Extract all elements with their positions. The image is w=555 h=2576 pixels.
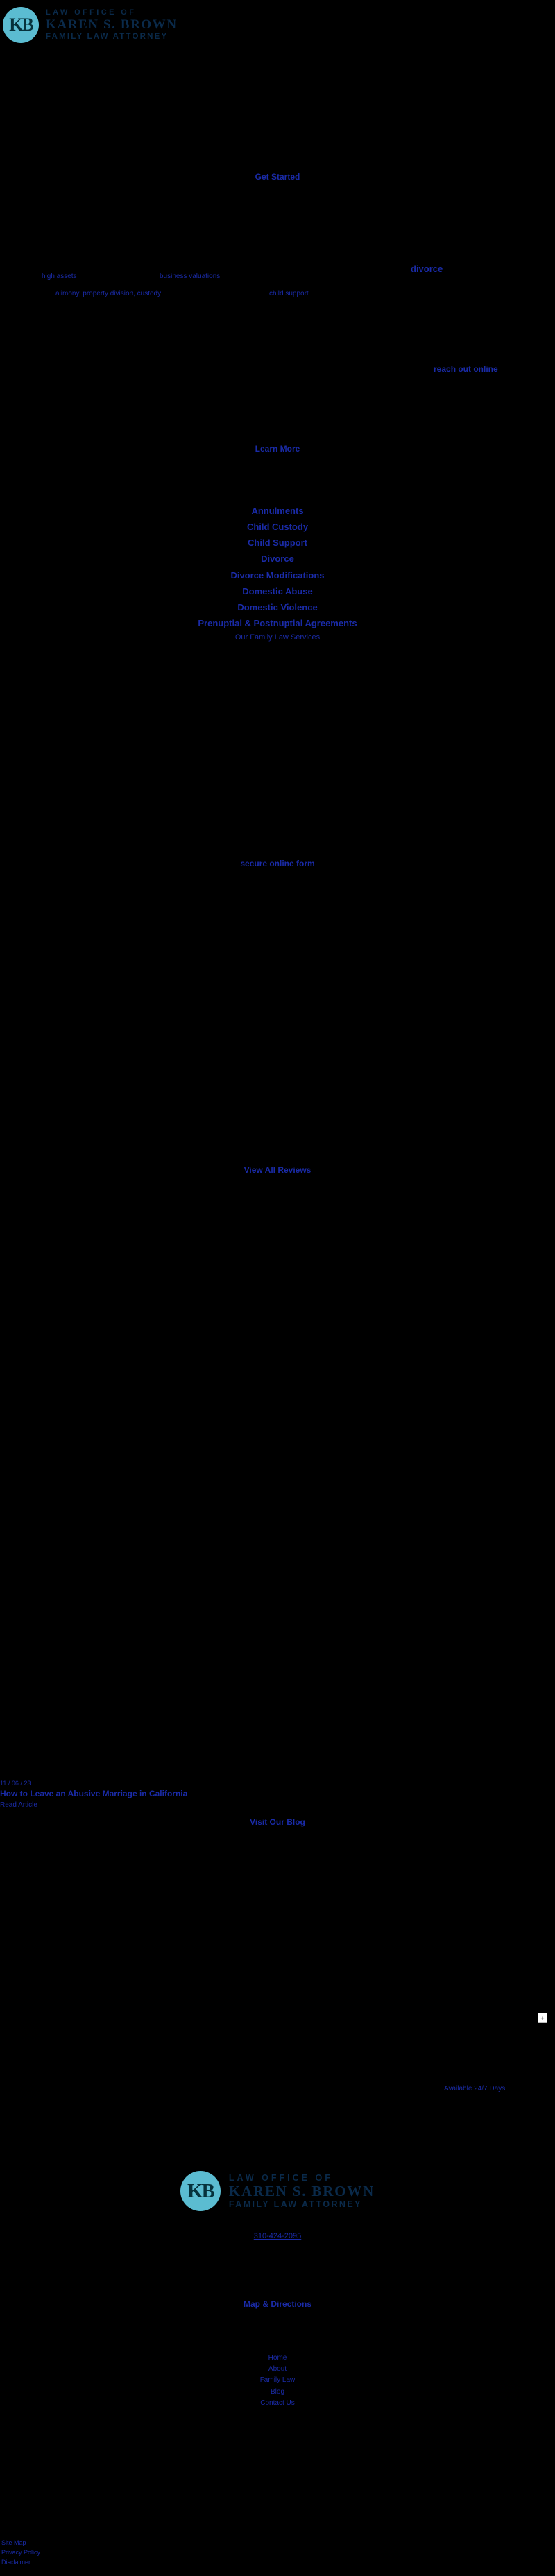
nav-link-divorce[interactable]: divorce xyxy=(411,264,443,274)
service-item-divorce-modifications[interactable]: Divorce Modifications xyxy=(230,569,325,581)
service-item-annulments[interactable]: Annulments xyxy=(251,506,304,516)
keyword-child-support[interactable]: child support xyxy=(269,290,309,298)
service-item-domestic-violence[interactable]: Domestic Violence xyxy=(237,601,318,612)
footer-legal-links xyxy=(1,2539,40,2568)
logo-line-1: LAW OFFICE OF xyxy=(46,8,137,17)
footer-nav-item-about[interactable]: About xyxy=(268,2365,287,2373)
footer-nav xyxy=(0,2353,555,2409)
footer-logo-text-block xyxy=(229,2173,375,2210)
footer-legal-site-map[interactable]: Site Map xyxy=(1,2539,26,2546)
service-item-divorce[interactable]: Divorce xyxy=(261,553,294,565)
reach-out-online-link[interactable]: reach out online xyxy=(434,364,498,374)
service-item-child-support[interactable]: Child Support xyxy=(248,538,307,549)
footer-logo-line-3: FAMILY LAW ATTORNEY xyxy=(228,2199,362,2210)
footer-nav-item-blog[interactable]: Blog xyxy=(270,2387,284,2396)
footer-logo[interactable] xyxy=(0,2171,555,2211)
footer-nav-item-family-law[interactable]: Family Law xyxy=(259,2376,296,2385)
footer-nav-item-contact-us[interactable]: Contact Us xyxy=(260,2398,295,2407)
footer-logo-monogram-icon xyxy=(180,2171,221,2211)
nav-link-business-valuations[interactable]: business valuations xyxy=(160,273,221,280)
footer-logo-line-1: LAW OFFICE OF xyxy=(228,2172,333,2183)
logo-text-block xyxy=(46,8,178,42)
footer-legal-privacy-policy[interactable]: Privacy Policy xyxy=(1,2548,41,2556)
hero-learn-more-button[interactable]: Learn More xyxy=(255,444,300,454)
site-header xyxy=(0,0,555,50)
logo-monogram-text: KB xyxy=(9,15,33,35)
nav-link-high-assets[interactable]: high assets xyxy=(42,273,77,280)
logo-monogram-icon xyxy=(3,7,39,43)
service-item-domestic-abuse[interactable]: Domestic Abuse xyxy=(242,585,313,596)
expand-widget-button[interactable]: + xyxy=(538,2013,547,2023)
logo-line-3: FAMILY LAW ATTORNEY xyxy=(46,32,169,41)
blog-preview xyxy=(0,1780,555,1809)
view-all-reviews-button[interactable]: View All Reviews xyxy=(244,1165,311,1175)
visit-blog-button[interactable]: Visit Our Blog xyxy=(250,1817,305,1827)
logo-line-2: KAREN S. BROWN xyxy=(46,17,178,32)
footer-phone-link[interactable]: 310-424-2095 xyxy=(253,2232,302,2240)
hero-get-started-button[interactable]: Get Started xyxy=(255,172,300,182)
services-list xyxy=(0,503,555,645)
availability-text: Available 24/7 Days xyxy=(444,2085,506,2093)
blog-read-article-link[interactable]: Read Article xyxy=(0,1801,37,1809)
footer-logo-monogram-text: KB xyxy=(187,2179,214,2202)
service-item-prenuptial-postnuptial[interactable]: Prenuptial & Postnuptial Agreements xyxy=(198,617,357,628)
keyword-alimony-property-custody[interactable]: alimony, property division, custody xyxy=(56,290,162,298)
service-item-child-custody[interactable]: Child Custody xyxy=(246,522,309,533)
blog-post-date: 11 / 06 / 23 xyxy=(0,1780,31,1787)
footer-legal-disclaimer[interactable]: Disclaimer xyxy=(1,2558,31,2566)
blog-post-title[interactable]: How to Leave an Abusive Marriage in California xyxy=(0,1789,188,1798)
footer-logo-line-2: KAREN S. BROWN xyxy=(228,2182,375,2199)
secure-online-form-link[interactable]: secure online form xyxy=(240,859,315,868)
services-tagline: Our Family Law Services xyxy=(234,633,321,642)
footer-map-directions-link[interactable]: Map & Directions xyxy=(243,2299,311,2309)
site-logo[interactable] xyxy=(3,7,178,43)
footer-nav-item-home[interactable]: Home xyxy=(268,2354,287,2362)
